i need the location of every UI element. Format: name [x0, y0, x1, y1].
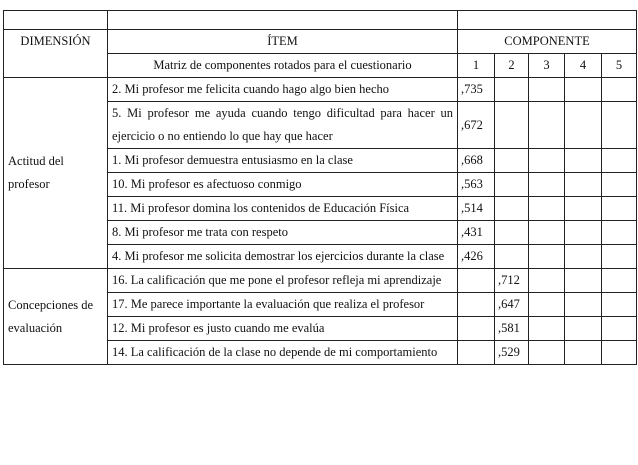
empty-cell	[565, 102, 602, 149]
empty-cell	[529, 317, 565, 341]
empty-cell	[495, 173, 529, 197]
empty-cell	[458, 317, 495, 341]
empty-cell	[495, 102, 529, 149]
matrix-title: Matriz de componentes rotados para el cuestionario	[108, 54, 458, 78]
dimension-label: Concepciones de evaluación	[4, 269, 108, 365]
table-row	[4, 78, 637, 102]
empty-cell	[602, 78, 637, 102]
empty-cell	[602, 317, 637, 341]
empty-cell	[602, 269, 637, 293]
empty-cell	[565, 78, 602, 102]
item-text: 2. Mi profesor me felicita cuando hago algo bien hecho	[108, 78, 458, 102]
empty-cell	[529, 293, 565, 317]
item-text: 17. Me parece importante la evaluación que realiza el profesor	[108, 293, 458, 317]
item-text: 11. Mi profesor domina los contenidos de Educación Física	[108, 197, 458, 221]
component-number-1: 1	[458, 54, 495, 78]
dimension-label: Actitud del profesor	[4, 78, 108, 269]
loading-value: ,563	[458, 173, 495, 197]
loading-value: ,672	[458, 102, 495, 149]
item-text: 12. Mi profesor es justo cuando me evalúa	[108, 317, 458, 341]
empty-cell	[602, 221, 637, 245]
empty-cell	[495, 245, 529, 269]
empty-cell	[565, 221, 602, 245]
empty-cell	[529, 341, 565, 365]
empty-cell	[565, 269, 602, 293]
empty-cell	[529, 269, 565, 293]
empty-cell	[458, 293, 495, 317]
empty-cell	[602, 173, 637, 197]
empty-cell	[529, 102, 565, 149]
loading-value: ,426	[458, 245, 495, 269]
table-row	[4, 269, 637, 293]
item-header: ÍTEM	[108, 30, 458, 54]
empty-cell	[602, 293, 637, 317]
empty-cell	[565, 197, 602, 221]
dimension-header: DIMENSIÓN	[4, 30, 108, 78]
empty-cell	[495, 149, 529, 173]
empty-cell	[458, 269, 495, 293]
item-text: 10. Mi profesor es afectuoso conmigo	[108, 173, 458, 197]
component-number-5: 5	[602, 54, 637, 78]
empty-cell	[529, 78, 565, 102]
empty-cell	[602, 149, 637, 173]
loading-value: ,431	[458, 221, 495, 245]
item-text: 1. Mi profesor demuestra entusiasmo en la clase	[108, 149, 458, 173]
loading-value: ,712	[495, 269, 529, 293]
item-text: 5. Mi profesor me ayuda cuando tengo dificultad para hacer un ejercicio o no entiendo lo que hay que hacer	[108, 102, 458, 149]
loading-value: ,668	[458, 149, 495, 173]
empty-cell	[602, 245, 637, 269]
empty-cell	[495, 78, 529, 102]
empty-cell	[602, 102, 637, 149]
empty-cell	[602, 197, 637, 221]
loading-value: ,647	[495, 293, 529, 317]
empty-cell	[529, 221, 565, 245]
component-header: COMPONENTE	[458, 30, 637, 54]
header-row	[4, 30, 637, 54]
loading-value: ,514	[458, 197, 495, 221]
empty-cell	[602, 341, 637, 365]
loading-value: ,529	[495, 341, 529, 365]
empty-cell	[565, 245, 602, 269]
empty-cell	[565, 149, 602, 173]
empty-cell	[565, 293, 602, 317]
top-empty-row	[4, 11, 637, 30]
component-matrix-table	[3, 10, 637, 365]
loading-value: ,735	[458, 78, 495, 102]
item-text: 4. Mi profesor me solicita demostrar los ejercicios durante la clase	[108, 245, 458, 269]
item-text: 16. La calificación que me pone el profesor refleja mi aprendizaje	[108, 269, 458, 293]
empty-cell	[529, 197, 565, 221]
item-text: 8. Mi profesor me trata con respeto	[108, 221, 458, 245]
empty-cell	[529, 245, 565, 269]
empty-cell	[495, 221, 529, 245]
item-text: 14. La calificación de la clase no depende de mi comportamiento	[108, 341, 458, 365]
loading-value: ,581	[495, 317, 529, 341]
empty-cell	[565, 317, 602, 341]
empty-cell	[565, 341, 602, 365]
component-number-3: 3	[529, 54, 565, 78]
empty-cell	[458, 341, 495, 365]
empty-cell	[565, 173, 602, 197]
empty-cell	[529, 173, 565, 197]
component-number-4: 4	[565, 54, 602, 78]
empty-cell	[495, 197, 529, 221]
component-number-2: 2	[495, 54, 529, 78]
empty-cell	[529, 149, 565, 173]
